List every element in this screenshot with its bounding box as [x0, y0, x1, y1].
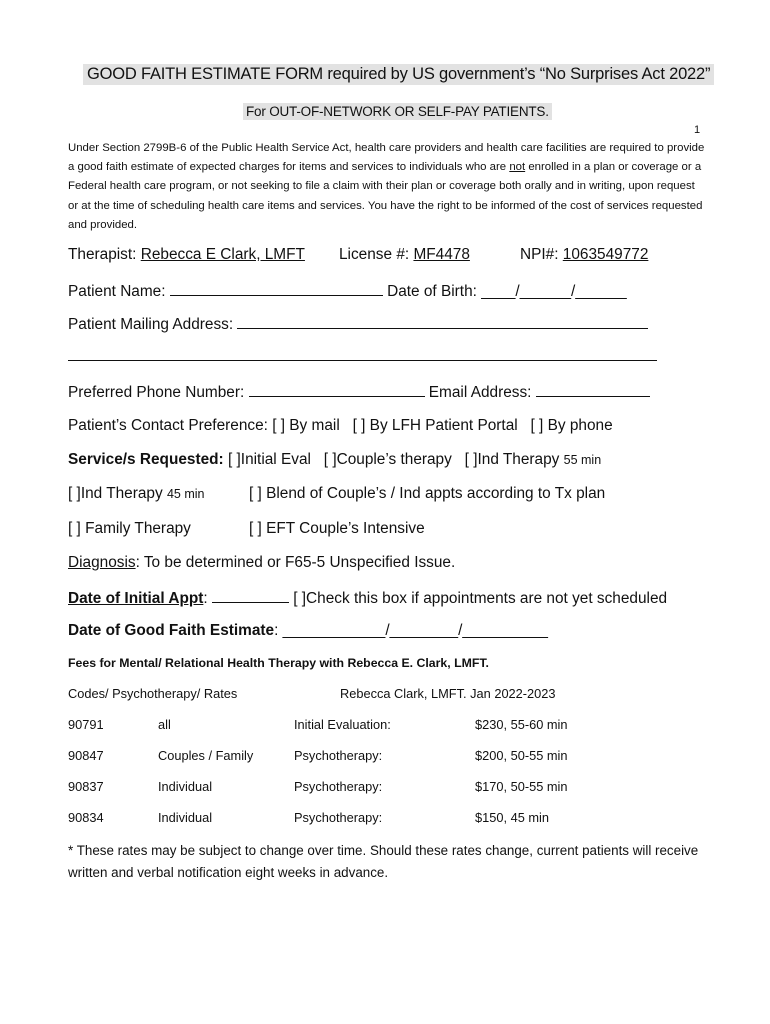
fee-who: Individual [158, 810, 213, 825]
fee-who: all [158, 717, 171, 732]
fee-code: 90791 [68, 717, 104, 732]
therapist-row: Therapist: Rebecca E Clark, LMFT [68, 246, 305, 263]
address-field[interactable] [237, 314, 648, 329]
patient-name-field[interactable] [170, 281, 383, 296]
fees-title: Fees for Mental/ Relational Health Therapy with Rebecca E. Clark, LMFT. [68, 656, 489, 670]
fee-rate: $230, 55-60 min [475, 717, 568, 732]
address-row: Patient Mailing Address: [68, 314, 648, 334]
phone-email-row: Preferred Phone Number: Email Address: [68, 382, 650, 402]
service-ind-55-option[interactable]: [ ]Ind Therapy 55 min [464, 451, 602, 468]
estimate-date-row: Date of Good Faith Estimate: ____________/________/__________ [68, 622, 548, 639]
fees-header-right: Rebecca Clark, LMFT. Jan 2022-2023 [340, 686, 556, 701]
fee-type: Initial Evaluation: [294, 717, 391, 732]
contact-preference-row: Patient’s Contact Preference: [ ] By mail [ ] By LFH Patient Portal [ ] By phone [68, 417, 613, 434]
fee-type: Psychotherapy: [294, 748, 383, 763]
form-subtitle: For OUT-OF-NETWORK OR SELF-PAY PATIENTS. [243, 103, 552, 120]
intro-paragraph: Under Section 2799B-6 of the Public Health Service Act, health care providers and health care facilities are required to provide a good faith estimate of expected charges for items and services to individuals who are not enrolled in a plan or coverage or a Federal health care program, or not seeking to file a claim with their plan or coverage both orally and in writing, upon request or at the time of scheduling health care items and services. You have the right to be informed of the cost of services requested and provided. [68, 142, 705, 231]
service-couples-option[interactable]: [ ]Couple’s therapy [323, 451, 452, 468]
fee-who: Couples / Family [158, 748, 254, 763]
not-scheduled-checkbox[interactable]: [ ]Check this box if appointments are not yet scheduled [288, 590, 668, 607]
fee-type: Psychotherapy: [294, 779, 383, 794]
service-family-option[interactable]: [ ] Family Therapy [68, 520, 191, 537]
npi-field: NPI#: 1063549772 [520, 246, 649, 263]
fee-rate: $200, 50-55 min [475, 748, 568, 763]
fee-code: 90834 [68, 810, 104, 825]
contact-portal-option[interactable]: [ ] By LFH Patient Portal [352, 417, 518, 434]
contact-mail-option[interactable]: [ ] By mail [272, 417, 340, 434]
address-line-2[interactable] [68, 360, 657, 361]
service-eft-option[interactable]: [ ] EFT Couple’s Intensive [249, 520, 425, 537]
fees-header-left: Codes/ Psychotherapy/ Rates [68, 686, 238, 701]
fee-code: 90847 [68, 748, 104, 763]
email-field[interactable] [536, 382, 650, 397]
fee-who: Individual [158, 779, 213, 794]
phone-field[interactable] [249, 382, 425, 397]
form-title: GOOD FAITH ESTIMATE FORM required by US government’s “No Surprises Act 2022” [83, 64, 714, 85]
page-number: 1 [694, 124, 701, 136]
services-row-1: Service/s Requested: [ ]Initial Eval [ ]Couple’s therapy [ ]Ind Therapy 55 min [68, 451, 602, 468]
fee-code: 90837 [68, 779, 104, 794]
fee-type: Psychotherapy: [294, 810, 383, 825]
initial-appt-row: Date of Initial Appt: [ ]Check this box if appointments are not yet scheduled [68, 590, 668, 607]
rates-note: * These rates may be subject to change over time. Should these rates change, current patients will receive written and verbal notification eight weeks in advance. [68, 843, 699, 880]
dob-field[interactable]: ____/______/______ [481, 283, 627, 300]
service-ind-45-option[interactable]: [ ]Ind Therapy 45 min [68, 485, 205, 502]
patient-name-row: Patient Name: Date of Birth: ____/______/______ [68, 283, 627, 300]
estimate-date-field[interactable]: : ____________/________/__________ [274, 622, 548, 639]
diagnosis-row: Diagnosis: To be determined or F65-5 Unspecified Issue. [68, 554, 456, 571]
fee-rate: $170, 50-55 min [475, 779, 568, 794]
initial-appt-field[interactable] [212, 588, 289, 603]
therapist-name: Rebecca E Clark, LMFT [140, 246, 305, 263]
fee-rate: $150, 45 min [475, 810, 549, 825]
contact-phone-option[interactable]: [ ] By phone [530, 417, 613, 434]
service-initial-eval-option[interactable]: [ ]Initial Eval [223, 451, 311, 468]
license-field: License #: MF4478 [339, 246, 470, 263]
service-blend-option[interactable]: [ ] Blend of Couple’s / Ind appts according to Tx plan [249, 485, 606, 502]
